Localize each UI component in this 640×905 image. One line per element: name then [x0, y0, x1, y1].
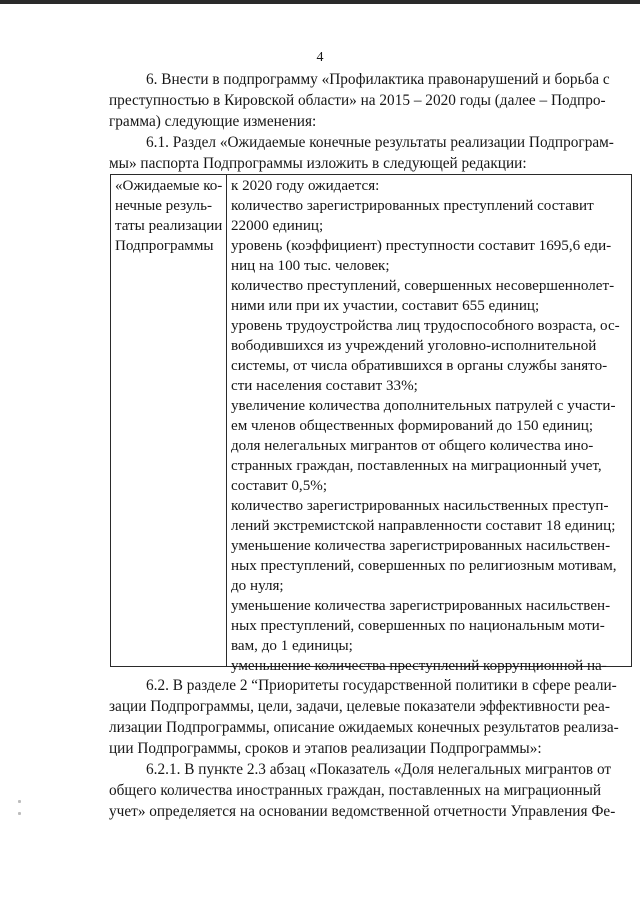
- scan-artifact: [18, 812, 21, 815]
- right-cell-line: до нуля;: [231, 578, 284, 594]
- right-cell-line: уменьшение количества зарегистрированных насильствен-: [231, 598, 611, 614]
- right-cell-line: уменьшение количества зарегистрированных насильствен-: [231, 538, 611, 554]
- after-line: лизации Подпрограммы, описание ожидаемых конечных результатов реализа-: [109, 719, 619, 736]
- right-cell-line: ных преступлений, совершенных по национальным моти-: [231, 618, 605, 634]
- right-cell-line: увеличение количества дополнительных патрулей с участи-: [231, 398, 616, 414]
- right-cell-line: ных преступлений, совершенных по религиозным мотивам,: [231, 558, 617, 574]
- after-line: ции Подпрограммы, сроков и этапов реализации Подпрограммы»:: [109, 740, 542, 757]
- right-cell-line: ем членов общественных формирований до 150 единиц;: [231, 418, 594, 434]
- right-cell-line: составит 0,5%;: [231, 478, 328, 494]
- page-top-border: [0, 0, 640, 4]
- left-cell-line: Подпрограммы: [115, 238, 214, 254]
- right-cell-line: уменьшение количества преступлений коррупционной на-: [231, 658, 607, 674]
- right-cell-line: ними или при их участии, составит 655 единиц;: [231, 298, 540, 314]
- right-cell-line: системы, от числа обратившихся в органы службы занято-: [231, 358, 608, 374]
- page-number: 4: [316, 50, 324, 65]
- right-cell-line: доля нелегальных мигрантов от общего количества ино-: [231, 438, 594, 454]
- left-cell-line: таты реализации: [115, 218, 223, 234]
- right-cell-line: количество зарегистрированных преступлений составит: [231, 198, 594, 214]
- right-cell-line: вободившихся из учреждений уголовно-исполнительной: [231, 338, 597, 354]
- intro-line: преступностью в Кировской области» на 2015 – 2020 годы (далее – Подпро-: [109, 92, 606, 109]
- right-cell-line: вам, до 1 единицы;: [231, 638, 353, 654]
- scan-artifact: [18, 800, 21, 803]
- right-cell-line: к 2020 году ожидается:: [231, 178, 380, 194]
- intro-line: мы» паспорта Подпрограммы изложить в следующей редакции:: [109, 155, 527, 172]
- left-cell-line: нечные резуль-: [115, 198, 213, 214]
- left-cell-line: «Ожидаемые ко-: [115, 178, 223, 194]
- right-cell-line: уровень (коэффициент) преступности составит 1695,6 еди-: [231, 238, 612, 254]
- right-cell-line: странных граждан, поставленных на миграционный учет,: [231, 458, 602, 474]
- table-column-divider: [226, 174, 227, 667]
- intro-line: 6. Внести в подпрограмму «Профилактика правонарушений и борьба с: [146, 71, 610, 88]
- intro-line: 6.1. Раздел «Ожидаемые конечные результаты реализации Подпрограм-: [146, 134, 614, 151]
- right-cell-line: количество зарегистрированных насильственных преступ-: [231, 498, 609, 514]
- right-cell-line: уровень трудоустройства лиц трудоспособного возраста, ос-: [231, 318, 620, 334]
- intro-line: грамма) следующие изменения:: [109, 113, 317, 130]
- after-line: общего количества иностранных граждан, поставленных на миграционный: [109, 782, 602, 799]
- right-cell-line: ниц на 100 тыс. человек;: [231, 258, 390, 274]
- after-line: 6.2.1. В пункте 2.3 абзац «Показатель «Доля нелегальных мигрантов от: [146, 761, 612, 778]
- right-cell-line: сти населения составит 33%;: [231, 378, 418, 394]
- right-cell-line: лений экстремистской направленности составит 18 единиц;: [231, 518, 616, 534]
- after-line: зации Подпрограммы, цели, задачи, целевые показатели эффективности реа-: [109, 698, 610, 715]
- right-cell-line: 22000 единиц;: [231, 218, 324, 234]
- after-line: 6.2. В разделе 2 “Приоритеты государственной политики в сфере реали-: [146, 677, 617, 694]
- right-cell-line: количество преступлений, совершенных несовершеннолет-: [231, 278, 615, 294]
- after-line: учет» определяется на основании ведомственной отчетности Управления Фе-: [109, 803, 616, 820]
